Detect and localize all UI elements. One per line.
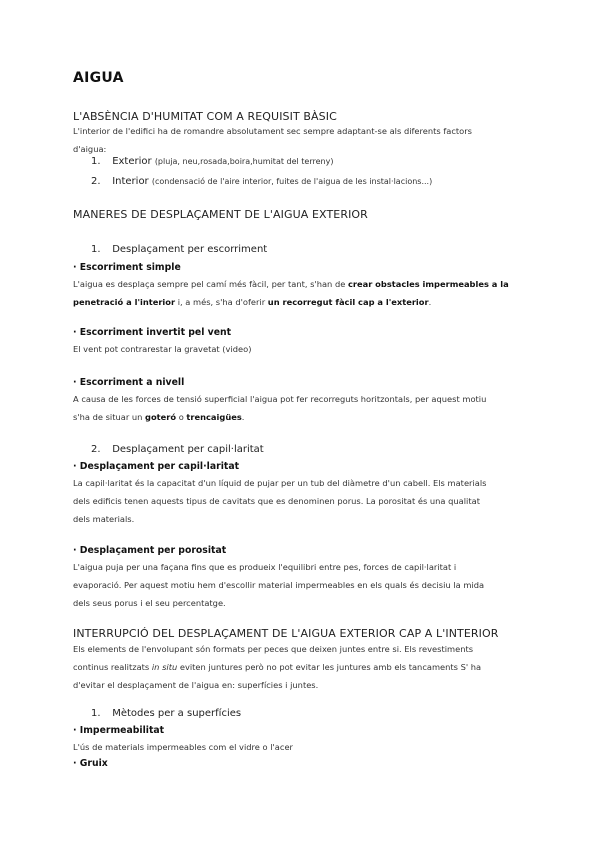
list-number: 2.: [91, 176, 101, 187]
list-item-interior: [91, 176, 432, 187]
subheading-capillaritat: · Desplaçament per capil·laritat: [73, 461, 240, 472]
list-number: 1.: [91, 244, 101, 255]
paragraph-escorriment-nivell: [73, 390, 531, 426]
list-item-exterior: [91, 156, 333, 167]
section-heading-humitat: L'ABSÈNCIA D'HUMITAT COM A REQUISIT BÀSIC: [73, 110, 337, 123]
list-label: Interior: [112, 176, 149, 187]
text-line: L'ús de materials impermeables com el vidre o l'acer: [73, 742, 293, 752]
section-heading-interrupcio: INTERRUPCIÓ DEL DESPLAÇAMENT DE L'AIGUA EXTERIOR CAP A L'INTERIOR: [73, 627, 499, 640]
text-line: L'aigua puja per una façana fins que es produeix l'equilibri entre pes, forces de capil·laritat i: [73, 562, 457, 572]
list-note: (condensació de l'aire interior, fuites de l'aigua de les instal·lacions...): [151, 177, 433, 186]
list-label: Desplaçament per capil·laritat: [112, 444, 264, 455]
paragraph-escorriment-invertit: [73, 340, 531, 358]
paragraph-interrupcio: [73, 640, 531, 694]
text-line: A causa de les forces de tensió superficial l'aigua pot fer recorreguts horitzontals, per aquest motiu: [73, 394, 487, 404]
text-line: L'aigua es desplaça sempre pel camí més fàcil, per tant, s'han de crear obstacles impermeables a la: [73, 279, 509, 289]
subheading-escorriment-nivell: · Escorriment a nivell: [73, 377, 185, 388]
text-line: penetració a l'interior i, a més, s'ha d'oferir un recorregut fàcil cap a l'exterior.: [73, 297, 432, 307]
text-line: dels edificis tenen aquests tipus de cavitats que es denominen porus. La porositat és una qualitat: [73, 496, 480, 506]
paragraph-humitat-intro: [73, 122, 531, 158]
paragraph-escorriment-simple: [73, 275, 531, 311]
list-number: 1.: [91, 156, 101, 167]
subheading-gruix: · Gruix: [73, 758, 108, 769]
text-line: d'evitar el desplaçament de l'aigua en: superfícies i juntes.: [73, 680, 319, 690]
list-number: 1.: [91, 708, 101, 719]
paragraph-capillaritat: [73, 474, 531, 528]
text-line: d'aigua:: [73, 144, 107, 154]
subheading-escorriment-simple: · Escorriment simple: [73, 262, 181, 273]
text-line: continus realitzats in situ eviten juntures però no pot evitar les juntures amb els tancaments S' ha: [73, 662, 482, 672]
text-line: El vent pot contrarestar la gravetat (video): [73, 344, 252, 354]
list-note: (pluja, neu,rosada,boira,humitat del terreny): [154, 157, 334, 166]
list-number: 2.: [91, 444, 101, 455]
list-label: Mètodes per a superfícies: [112, 708, 242, 719]
document-title: AIGUA: [73, 70, 124, 86]
list-label: Exterior: [112, 156, 152, 167]
subheading-porositat: · Desplaçament per porositat: [73, 545, 227, 556]
text-line: dels seus porus i el seu percentatge.: [73, 598, 226, 608]
text-line: L'interior de l'edifici ha de romandre absolutament sec sempre adaptant-se als diferents factors: [73, 126, 472, 136]
subheading-escorriment-invertit: · Escorriment invertit pel vent: [73, 327, 232, 338]
paragraph-impermeabilitat: [73, 738, 531, 756]
subheading-impermeabilitat: · Impermeabilitat: [73, 725, 165, 736]
list-item-escorriment: [91, 244, 267, 255]
text-line: evaporació. Per aquest motiu hem d'escollir material impermeables en els quals és decisiu la mida: [73, 580, 485, 590]
text-line: Els elements de l'envolupant són formats per peces que deixen juntes entre si. Els revestiments: [73, 644, 474, 654]
text-line: La capil·laritat és la capacitat d'un líquid de pujar per un tub del diàmetre d'un cabell. Els materials: [73, 478, 487, 488]
paragraph-porositat: [73, 558, 531, 612]
text-line: s'ha de situar un goteró o trencaigües.: [73, 412, 245, 422]
text-line: dels materials.: [73, 514, 135, 524]
section-heading-maneres: MANERES DE DESPLAÇAMENT DE L'AIGUA EXTERIOR: [73, 208, 368, 221]
list-label: Desplaçament per escorriment: [112, 244, 268, 255]
list-item-capillaritat: [91, 444, 264, 455]
list-item-superficies: [91, 708, 241, 719]
